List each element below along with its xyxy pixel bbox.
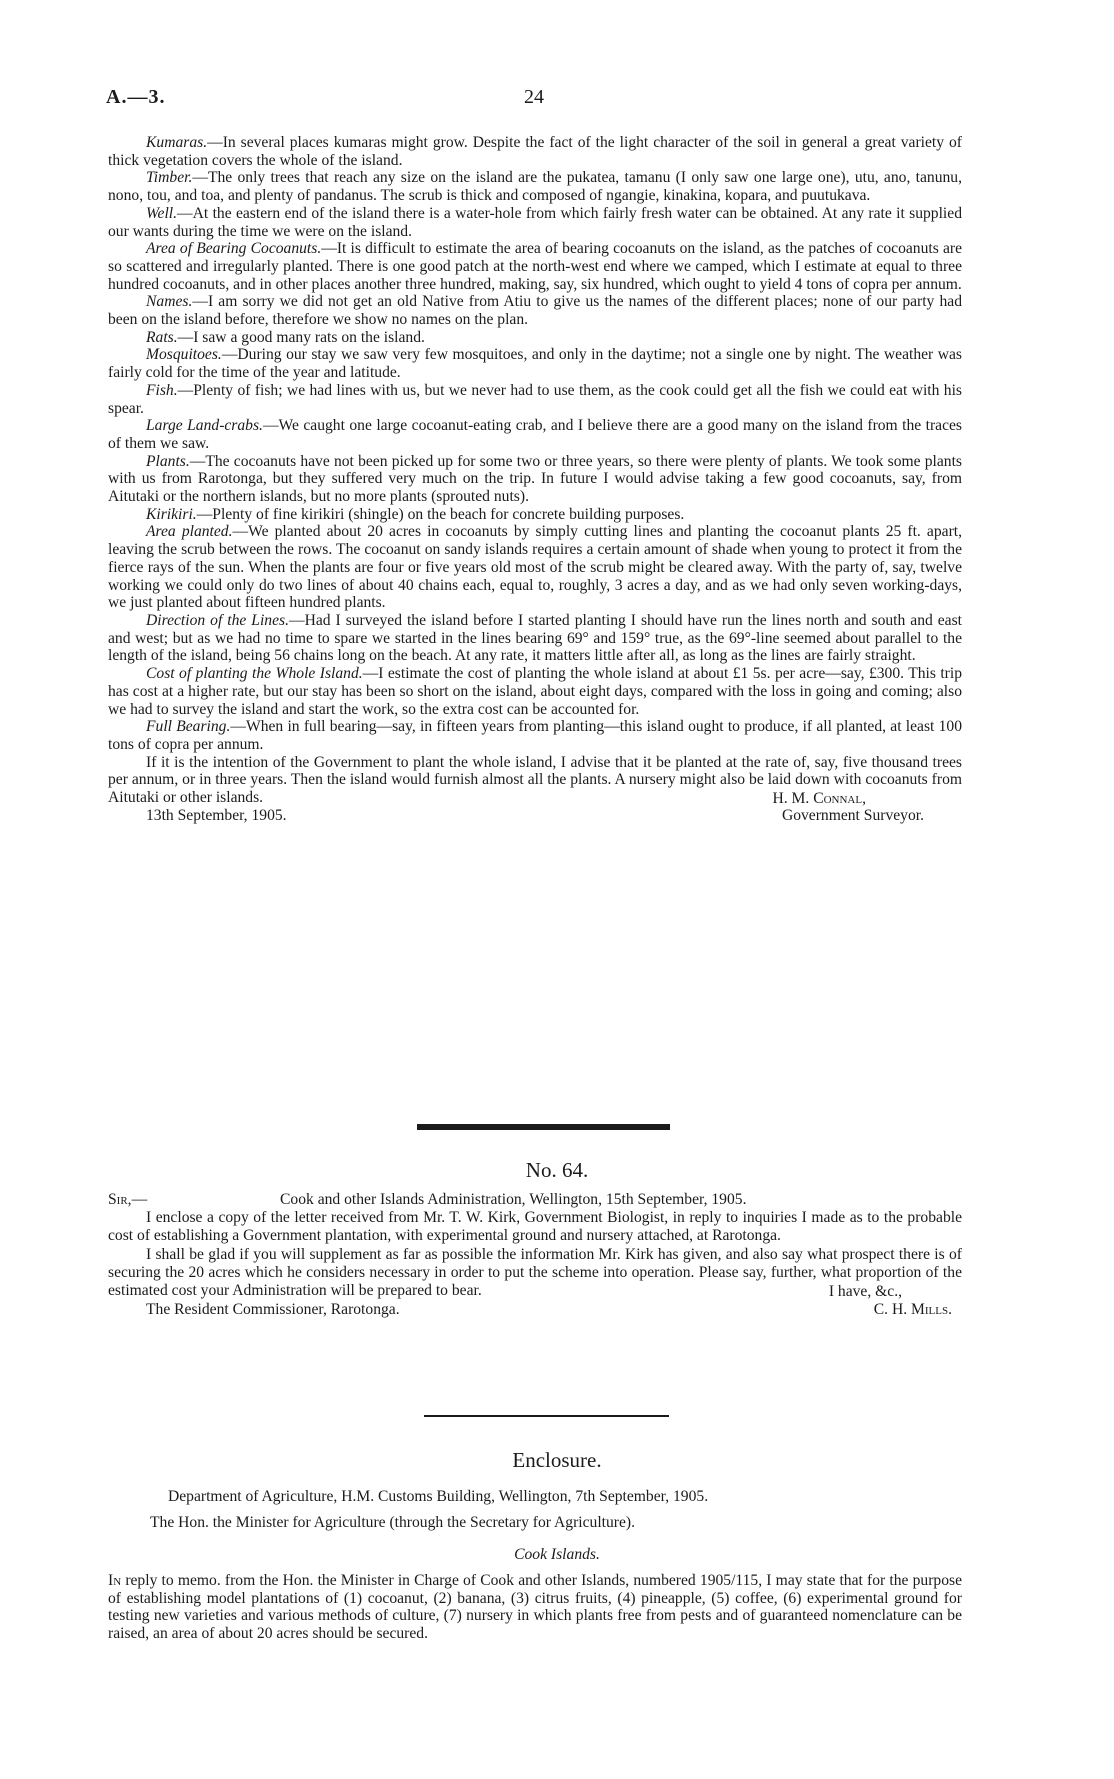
paragraph-text: —During our stay we saw very few mosquitoes, and only in the daytime; not a single one by night. The weather was fairly cold for the time of the year and latitude. [108,346,962,382]
letter-section [108,1191,962,1318]
letter-signature-row [108,1301,962,1319]
report-signatory: H. M. Connal, [772,789,866,807]
paragraph-text: —It is difficult to estimate the area of bearing cocoanuts on the island, as the patches of cocoanuts are so scattered and irregularly planted. There is one good patch at the north-west end where we camped, which I estimate at equal to three hundred cocoanuts, and in other places another three hundred, making, say, six hundred, which ought to yield 4 tons of copra per annum. [108,240,962,293]
report-date: 13th September, 1905. [146,807,287,825]
paragraph-heading: Direction of the Lines. [146,611,289,629]
paragraph-text: —We caught one large cocoanut-eating crab, and I believe there are a good many on the island from the traces of them we saw. [108,417,962,452]
paragraph-text: If it is the intention of the Government to plant the whole island, I advise that it be planted at the rate of, say, five thousand trees per annum, or in three years. Then the island would furnish almost all the plants. A nursery might also be laid down with cocoanuts from Aitutaki or other islands. [108,753,962,807]
enclosure-title: Enclosure. [512,1448,602,1472]
report-paragraph [108,240,962,293]
paragraph-heading: Large Land-crabs. [146,417,263,435]
letter-header-row [108,1191,962,1209]
paragraph-text: —Plenty of fish; we had lines with us, but we never had to use them, as the cook could get all the fish we could eat with his spear. [108,381,962,417]
enclosure-first-word: In [108,1572,122,1589]
letter-closing-row [108,1283,962,1301]
letter-paragraph-1: I enclose a copy of the letter received from Mr. T. W. Kirk, Government Biologist, in reply to inquiries I made as to the probable cost of establishing a Government plantation, with experimental ground and nursery attached, at Rarotonga. [108,1209,962,1244]
letter-closing: I have, &c., [828,1282,902,1300]
paragraph-text: —At the eastern end of the island there is a water-hole from which fairly fresh water can be obtained. At any rate it supplied our wants during the time we were on the island. [108,204,962,240]
report-paragraph [108,205,962,240]
report-paragraph [108,417,962,452]
report-paragraph [108,382,962,417]
report-signature-row-2 [108,807,962,825]
report-paragraph [108,329,962,347]
enclosure-department-line: Department of Agriculture, H.M. Customs Building, Wellington, 7th September, 1905. [168,1488,709,1505]
letter-paragraph-2: I shall be glad if you will supplement as far as possible the information Mr. Kirk has given, and also say what prospect there is of securing the 20 acres which he considers necessary in order to put the scheme into operation. Please say, further, what proportion of the estimated cost your Administration will be prepared to bear. [108,1246,962,1299]
paragraph-text: —I saw a good many rats on the island. [177,328,425,346]
paragraph-heading: Kirikiri. [146,505,197,523]
paragraph-heading: Plants. [146,452,190,470]
paragraph-text: —We planted about 20 acres in cocoanuts by simply cutting lines and planting the cocoanut plants 25 ft. apart, leaving the scrub between the rows. The cocoanut on sandy islands requires a certain amount of shade when young to protect it from the fierce rays of the sun. When the plants are four or five years old most of the scrub might be cleared away. With the party of, say, twelve working we could only do two lines of about 40 chains each, equal to, roughly, 3 acres a day, and as we had only seven working-days, we just planted about fifteen hundred plants. [108,523,962,612]
report-paragraph [108,169,962,204]
report-paragraphs [108,134,962,807]
paragraph-heading: Area planted. [146,523,233,541]
page-number: 24 [524,86,544,108]
paragraph-text: —Had I surveyed the island before I started planting I should have run the lines north and south and east and west; but as we had no time to spare we started in the lines bearing 69° and 159° true, as the 69°-line seemed about parallel to the length of the island, being 56 chains long on the beach. At any rate, it matters little after all, as long as the lines are fairly straight. [108,611,963,665]
paragraph-heading: Well. [146,204,178,222]
paragraph-text: —The cocoanuts have not been picked up for some two or three years, so there were plenty of plants. We took some plants with us from Rarotonga, but they suffered very much on the trip. In future I would advise taking a few good cocoanuts, say, from Aitutaki or the northern islands, but no more plants (sprouted nuts). [108,452,962,506]
document-reference: A.—3. [106,86,166,108]
letter-salutation: Sir,— [108,1191,148,1208]
enclosure-addressee-line: The Hon. the Minister for Agriculture (through the Secretary for Agriculture). [150,1514,635,1531]
paragraph-heading: Kumaras. [146,134,208,151]
report-paragraph [108,718,962,753]
report-paragraph [108,293,962,328]
enclosure-body [108,1572,962,1643]
section-divider-thin [424,1415,669,1417]
paragraph-text: —Plenty of fine kirikiri (shingle) on the beach for concrete building purposes. [196,505,685,523]
paragraph-text: —When in full bearing—say, in fifteen years from planting—this island ought to produce, if all planted, at least 100 tons of copra per annum. [108,718,963,753]
letter-heading: Cook and other Islands Administration, Wellington, 15th September, 1905. [280,1191,747,1208]
report-paragraph [108,453,962,506]
letter-title: No. 64. [525,1158,589,1182]
enclosure-subject: Cook Islands. [514,1546,600,1563]
enclosure-text: reply to memo. from the Hon. the Minister in Charge of Cook and other Islands, numbered 1905/115, I may state that for the purpose of establishing model plantations of (1) cocoanut, (2) banana, (3) citrus fruits, (4) pineapple, (5) coffee, (6) experimental ground for testing new varieties and various methods of culture, (7) nursery in which plants free from pests and of guaranteed nomenclature can be raised, an area of about 20 acres should be secured. [108,1572,962,1643]
paragraph-text: —In several places kumaras might grow. Despite the fact of the light character of the soil in general a great variety of thick vegetation covers the whole of the island. [108,134,962,169]
report-paragraph [108,665,962,718]
letter-recipient: The Resident Commissioner, Rarotonga. [146,1300,400,1318]
paragraph-heading: Rats. [146,328,178,346]
report-paragraph [108,134,962,169]
paragraph-heading: Timber. [146,169,193,187]
paragraph-heading: Full Bearing. [146,718,231,736]
report-paragraph [108,523,962,612]
report-paragraph [108,506,962,524]
paragraph-heading: Names. [146,293,193,311]
paragraph-heading: Cost of planting the Whole Island. [146,665,363,683]
paragraph-heading: Mosquitoes. [146,346,222,364]
section-divider-thick [417,1124,670,1130]
report-section [108,134,962,825]
report-paragraph [108,612,962,665]
paragraph-text: —The only trees that reach any size on the island are the pukatea, tamanu (I only saw one large one), utu, ano, tanunu, nono, tou, and toa, and plenty of pandanus. The scrub is thick and composed of ngangie, kinakina, kopara, and puutukava. [108,169,962,205]
paragraph-heading: Fish. [146,381,178,399]
report-signatory-title: Government Surveyor. [781,807,924,825]
report-paragraph [108,346,962,381]
paragraph-heading: Area of Bearing Cocoanuts. [146,240,322,258]
letter-signatory: C. H. Mills. [873,1300,952,1318]
paragraph-text: —I am sorry we did not get an old Native from Atiu to give us the names of the different places; none of our party had been on the island before, therefore we show no names on the plan. [108,293,962,329]
enclosure-paragraph [108,1572,962,1643]
paragraph-text: —I estimate the cost of planting the whole island at about £1 5s. per acre—say, £300. This trip has cost at a higher rate, but our stay has been so short on the island, about eight days, compared with the loss in going and coming; also we had to survey the island and start the work, so the extra cost can be accounted for. [108,665,962,718]
